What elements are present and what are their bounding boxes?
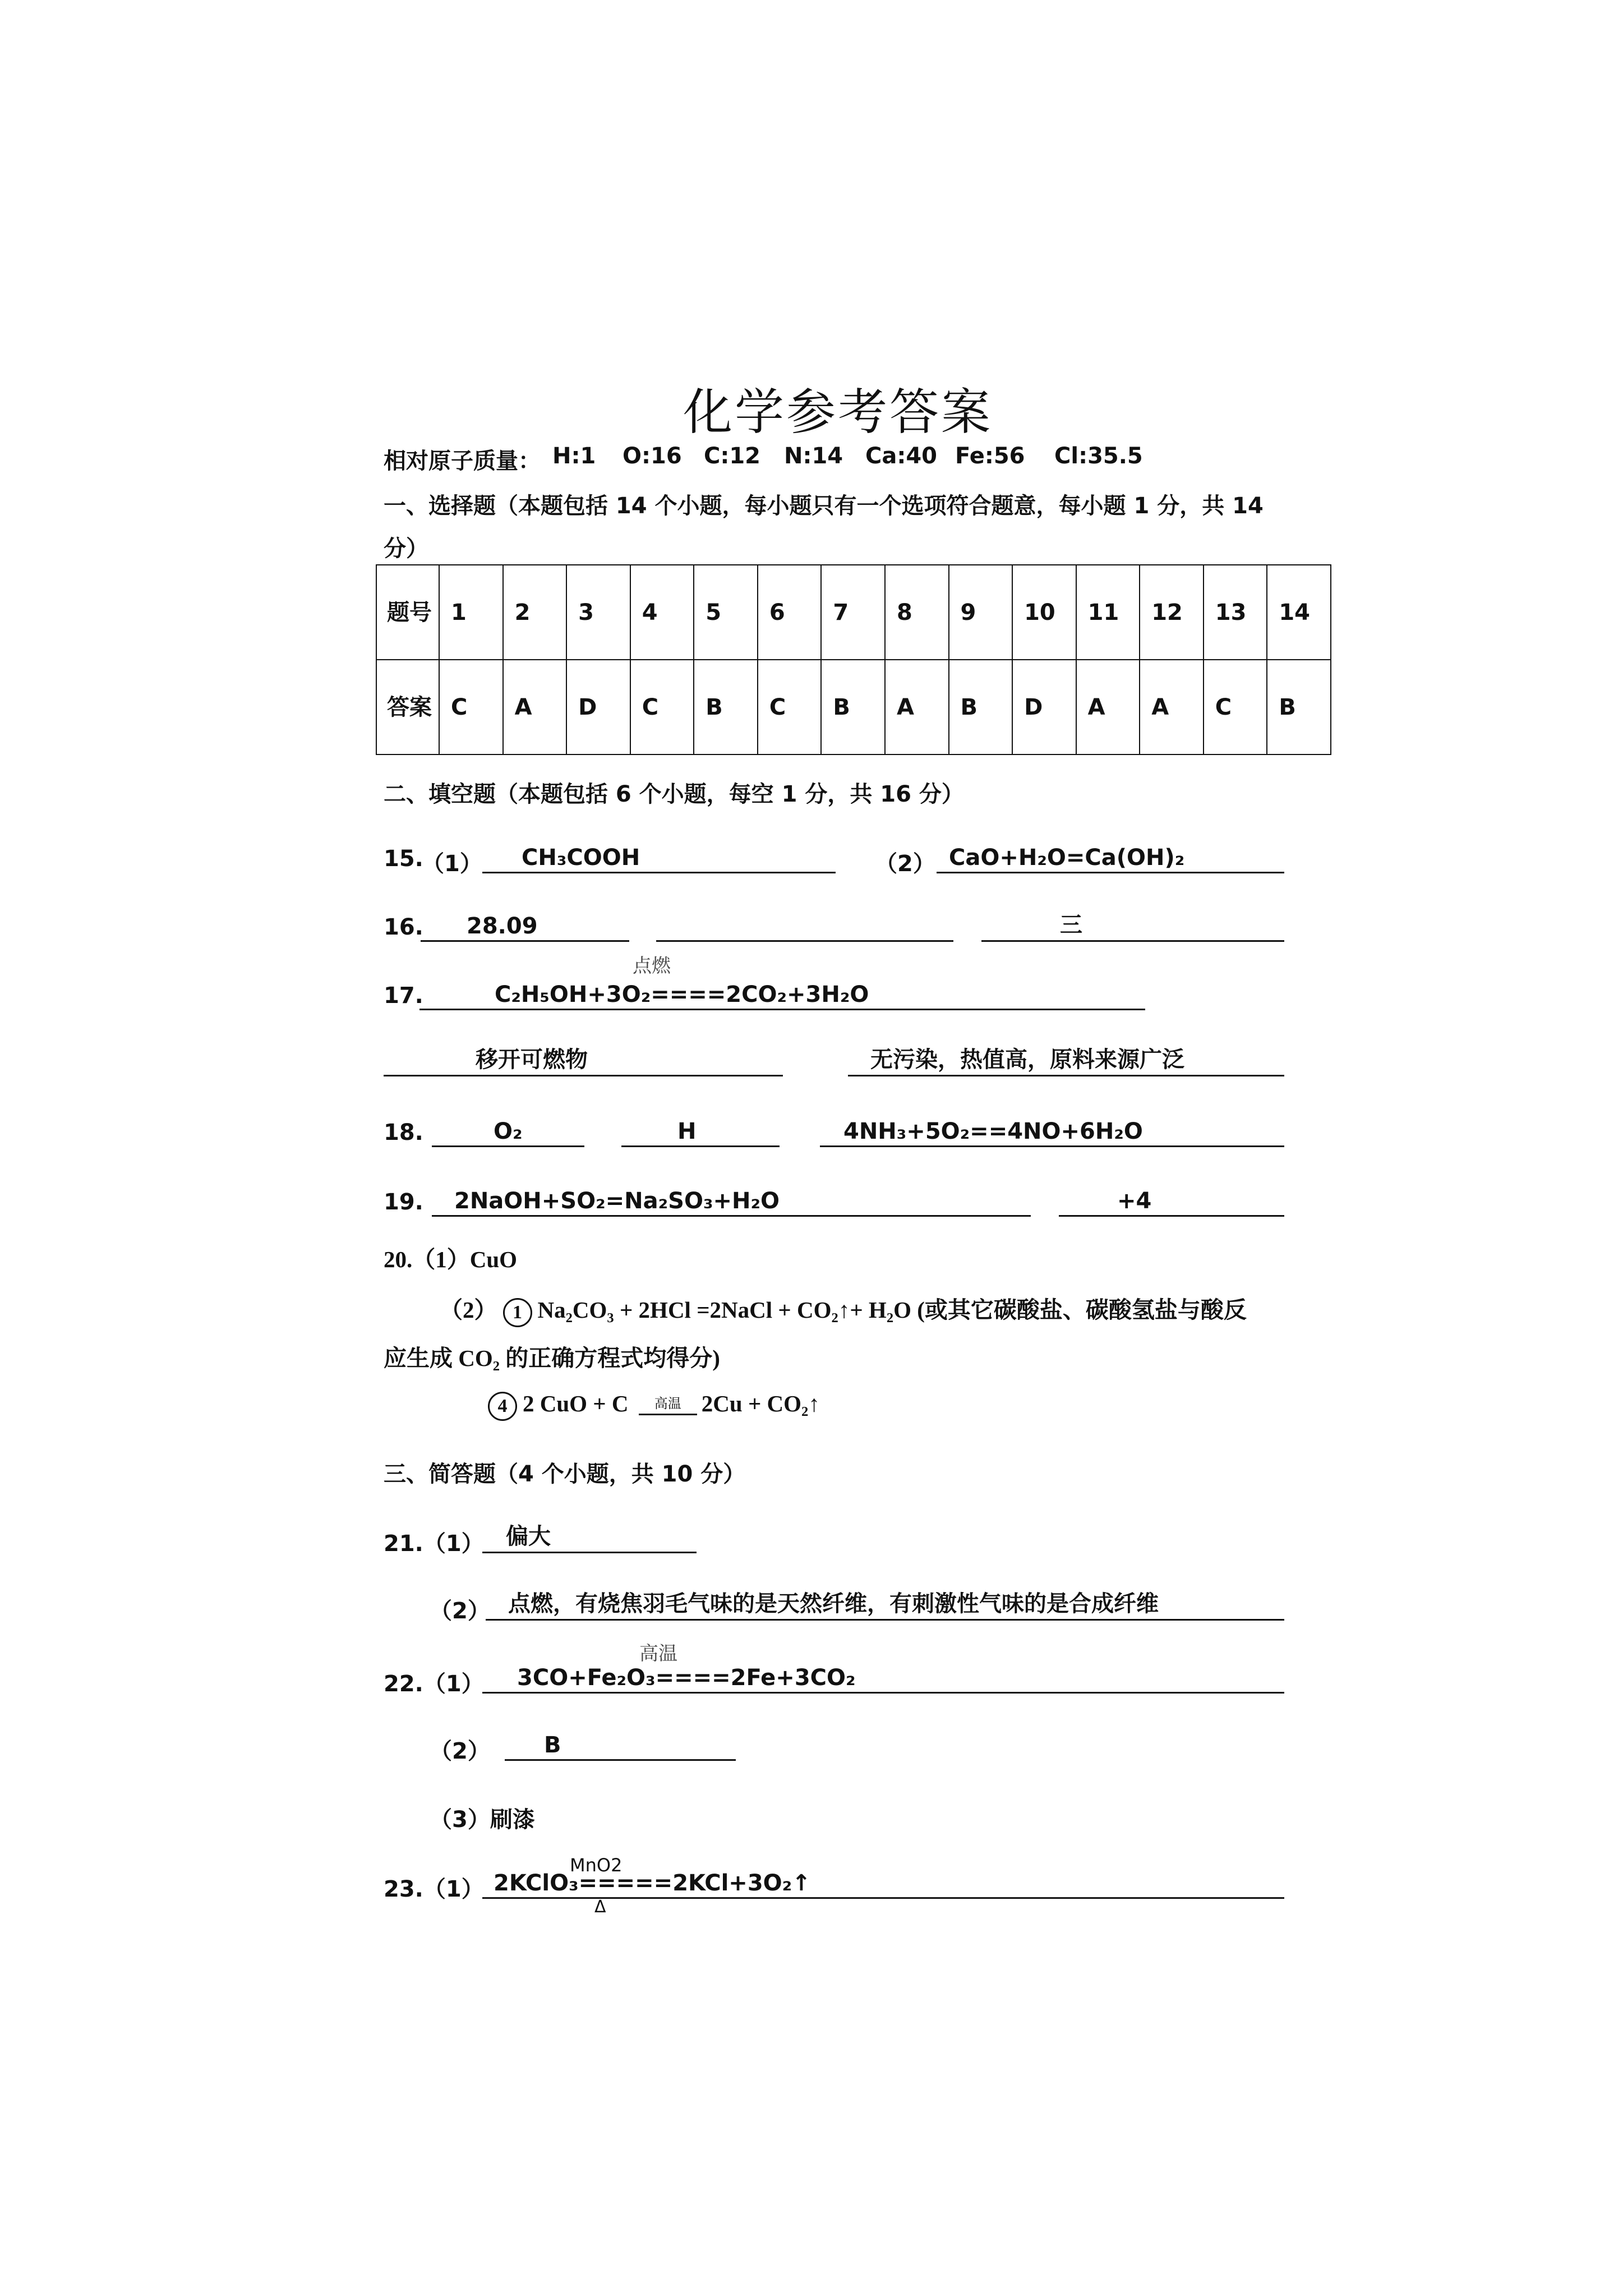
q21-number: 21.（1） (384, 1531, 484, 1557)
q20-equation2-right: 2Cu + CO₂↑ (701, 1391, 820, 1416)
q20-equation1: Na₂CO₃ + 2HCl =2NaCl + CO₂↑+ H₂O (或其它碳酸盐、碳酸氢盐与酸反 (537, 1297, 1247, 1323)
q15-part2: （2） (875, 851, 935, 877)
q21-answer2: 点燃，有烧焦羽毛气味的是天然纤维，有刺激性气味的是合成纤维 (508, 1591, 1159, 1617)
q15-answer1: CH₃COOH (522, 845, 640, 871)
table-cell: 9 (949, 565, 1013, 660)
table-cell: 4 (630, 565, 694, 660)
q20-condition: 高温 (654, 1397, 681, 1411)
table-cell: A (1076, 660, 1140, 754)
table-cell: 7 (821, 565, 885, 660)
q18-answer2: H (677, 1119, 697, 1144)
row-header-question: 题号 (376, 565, 439, 660)
q18-answer3-line (820, 1121, 1284, 1147)
q22-number: 22.（1） (384, 1671, 484, 1697)
q20-line1: 20.（1）CuO (384, 1246, 518, 1272)
q17-number: 17. (384, 983, 423, 1009)
table-cell: 6 (758, 565, 822, 660)
table-cell: C (630, 660, 694, 754)
q16-answer3-line (981, 912, 1284, 942)
q21-answer1-line (482, 1524, 697, 1553)
q17-answer2-line (384, 1047, 783, 1076)
table-cell: C (1204, 660, 1267, 754)
q20-condition-bar (639, 1391, 697, 1415)
table-cell: B (694, 660, 758, 754)
q16-answer3: 三 (1060, 912, 1082, 938)
table-cell: 10 (1012, 565, 1076, 660)
table-cell: B (949, 660, 1013, 754)
q16-number: 16. (384, 914, 423, 940)
q15-answer1-line (482, 847, 836, 873)
atomic-mass-o: O:16 (623, 443, 682, 469)
q18-answer3: 4NH₃+5O₂==4NO+6H₂O (843, 1119, 1143, 1144)
table-cell: B (821, 660, 885, 754)
q20-equation2-left: 2 CuO + C (523, 1391, 629, 1416)
q21-answer1: 偏大 (506, 1524, 551, 1549)
section3-heading: 三、简答题（4 个小题，共 10 分） (384, 1461, 746, 1487)
table-cell: 2 (503, 565, 567, 660)
q15-answer2-line (937, 847, 1284, 873)
table-cell: B (1267, 660, 1331, 754)
q17-answer3-line (848, 1047, 1284, 1076)
table-cell: A (1140, 660, 1204, 754)
q16-answer2-line (656, 915, 953, 942)
q22-answer2-line (505, 1734, 736, 1761)
table-row-numbers (376, 565, 1331, 660)
circled-number-4: 4 (488, 1392, 517, 1421)
q23-answer1-line (482, 1872, 1284, 1899)
q18-answer1: O₂ (494, 1119, 523, 1144)
table-cell: A (503, 660, 567, 754)
q18-number: 18. (384, 1120, 423, 1145)
q17-answer2: 移开可燃物 (476, 1047, 588, 1073)
table-cell: 1 (439, 565, 503, 660)
answer-table (376, 564, 1331, 755)
table-row-answers (376, 660, 1331, 754)
q19-number: 19. (384, 1189, 423, 1215)
q18-answer2-line (621, 1121, 780, 1147)
q20-equation1-cont: 应生成 CO₂ 的正确方程式均得分) (384, 1345, 720, 1371)
atomic-masses-label: 相对原子质量： (384, 448, 541, 474)
q20-part2-label: （2） (440, 1297, 497, 1323)
q15-part1: （1） (422, 851, 482, 877)
q17-answer3: 无污染，热值高，原料来源广泛 (870, 1047, 1184, 1073)
table-cell: 14 (1267, 565, 1331, 660)
section2-heading: 二、填空题（本题包括 6 个小题，每空 1 分，共 16 分） (384, 781, 964, 807)
q16-answer1: 28.09 (467, 913, 538, 939)
q20-equation2-line (488, 1390, 820, 1421)
table-cell: 13 (1204, 565, 1267, 660)
table-cell: C (439, 660, 503, 754)
atomic-mass-c: C:12 (704, 443, 761, 469)
q22-answer1-line (482, 1667, 1284, 1694)
q23-catalyst: MnO2 (570, 1855, 623, 1876)
circled-number-1: 1 (503, 1298, 532, 1327)
table-cell: D (566, 660, 630, 754)
atomic-mass-n: N:14 (784, 443, 843, 469)
q15-answer2: CaO+H₂O=Ca(OH)₂ (949, 845, 1185, 871)
table-cell: 12 (1140, 565, 1204, 660)
q17-answer1: C₂H₅OH+3O₂====2CO₂+3H₂O (495, 982, 869, 1007)
q22-condition: 高温 (639, 1642, 677, 1665)
q18-answer1-line (432, 1121, 584, 1147)
q22-answer1: 3CO+Fe₂O₃====2Fe+3CO₂ (517, 1665, 856, 1691)
page-title: 化学参考答案 (683, 383, 993, 441)
q16-answer1-line (421, 915, 629, 942)
table-cell: 5 (694, 565, 758, 660)
atomic-mass-h: H:1 (552, 443, 596, 469)
atomic-mass-fe: Fe:56 (955, 443, 1025, 469)
q23-number: 23.（1） (384, 1876, 484, 1902)
q15-number: 15. (384, 846, 423, 872)
q17-condition: 点燃 (633, 955, 671, 977)
table-cell: 3 (566, 565, 630, 660)
table-cell: 8 (885, 565, 949, 660)
q23-heat-symbol: Δ (594, 1897, 606, 1917)
q19-answer1: 2NaOH+SO₂=Na₂SO₃+H₂O (454, 1188, 780, 1214)
table-cell: D (1012, 660, 1076, 754)
q21-part2: （2） (430, 1598, 490, 1624)
atomic-mass-ca: Ca:40 (865, 443, 938, 469)
q22-part2: （2） (430, 1738, 490, 1764)
section1-heading-cont: 分） (384, 536, 428, 562)
q21-answer2-line (486, 1591, 1284, 1621)
row-header-answer: 答案 (376, 660, 439, 754)
atomic-mass-cl: Cl:35.5 (1054, 443, 1143, 469)
table-cell: C (758, 660, 822, 754)
table-cell: 11 (1076, 565, 1140, 660)
q19-answer2: +4 (1117, 1188, 1152, 1214)
q17-answer1-line (419, 984, 1145, 1010)
q22-answer2: B (544, 1732, 561, 1758)
section1-heading: 一、选择题（本题包括 14 个小题，每小题只有一个选项符合题意，每小题 1 分，共 14 (384, 493, 1264, 519)
q20-part2-line (440, 1291, 1247, 1327)
q19-answer2-line (1059, 1190, 1284, 1217)
q19-answer1-line (432, 1190, 1031, 1217)
table-cell: A (885, 660, 949, 754)
q22-part3: （3）刷漆 (430, 1807, 535, 1833)
q23-answer1: 2KClO₃=====2KCl+3O₂↑ (494, 1870, 811, 1896)
